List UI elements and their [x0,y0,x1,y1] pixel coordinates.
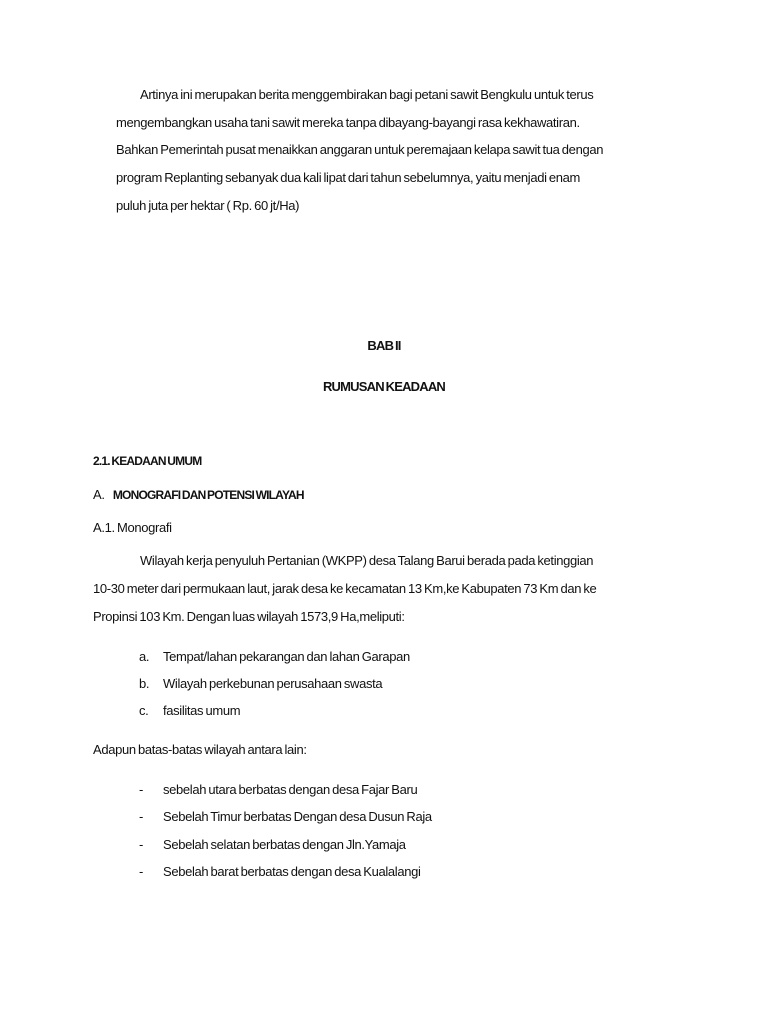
subsection-letter: A. [93,487,105,502]
intro-line: puluh juta per hektar ( Rp. 60 jt/Ha) [116,198,300,213]
list-item-text: Sebelah selatan berbatas dengan Jln.Yamaja [163,837,406,852]
paragraph-line: 10-30 meter dari permukaan laut, jarak desa ke kecamatan 13 Km,ke Kabupaten 73 Km dan ke [93,581,597,596]
list-item-text: Wilayah perkebunan perusahaan swasta [163,676,383,691]
intro-line: mengembangkan usaha tani sawit mereka tanpa dibayang-bayangi rasa kekhawatiran. [116,115,580,130]
list-item-text: Sebelah barat berbatas dengan desa Kualalangi [163,864,421,879]
list-marker: - [139,782,143,797]
list-item-text: fasilitas umum [163,703,241,718]
intro-line: Artinya ini merupakan berita menggembirakan bagi petani sawit Bengkulu untuk terus [140,87,594,102]
list-marker: - [139,809,143,824]
subsection-title: MONOGRAFI DAN POTENSI WILAYAH [112,488,304,502]
list-item-text: sebelah utara berbatas dengan desa Fajar Baru [163,782,418,797]
subsection-heading [93,487,304,502]
boundary-intro: Adapun batas-batas wilayah antara lain: [93,742,307,757]
paragraph-line: Propinsi 103 Km. Dengan luas wilayah 1573,9 Ha,meliputi: [93,609,405,624]
intro-line: program Replanting sebanyak dua kali lipat dari tahun sebelumnya, yaitu menjadi enam [116,170,581,185]
intro-line: Bahkan Pemerintah pusat menaikkan anggaran untuk peremajaan kelapa sawit tua dengan [116,142,604,157]
list-item-text: Sebelah Timur berbatas Dengan desa Dusun Raja [163,809,432,824]
chapter-number: BAB II [367,338,401,353]
section-heading: 2.1. KEADAAN UMUM [93,454,202,468]
list-marker: c. [139,703,149,718]
chapter-title: RUMUSAN KEADAAN [322,379,446,394]
list-marker: b. [139,676,150,691]
list-marker: a. [139,649,150,664]
list-marker: - [139,864,143,879]
list-item-text: Tempat/lahan pekarangan dan lahan Garapan [163,649,410,664]
list-marker: - [139,837,143,852]
subsubsection-heading: A.1. Monografi [93,520,172,535]
paragraph-line: Wilayah kerja penyuluh Pertanian (WKPP) desa Talang Barui berada pada ketinggian [140,553,594,568]
